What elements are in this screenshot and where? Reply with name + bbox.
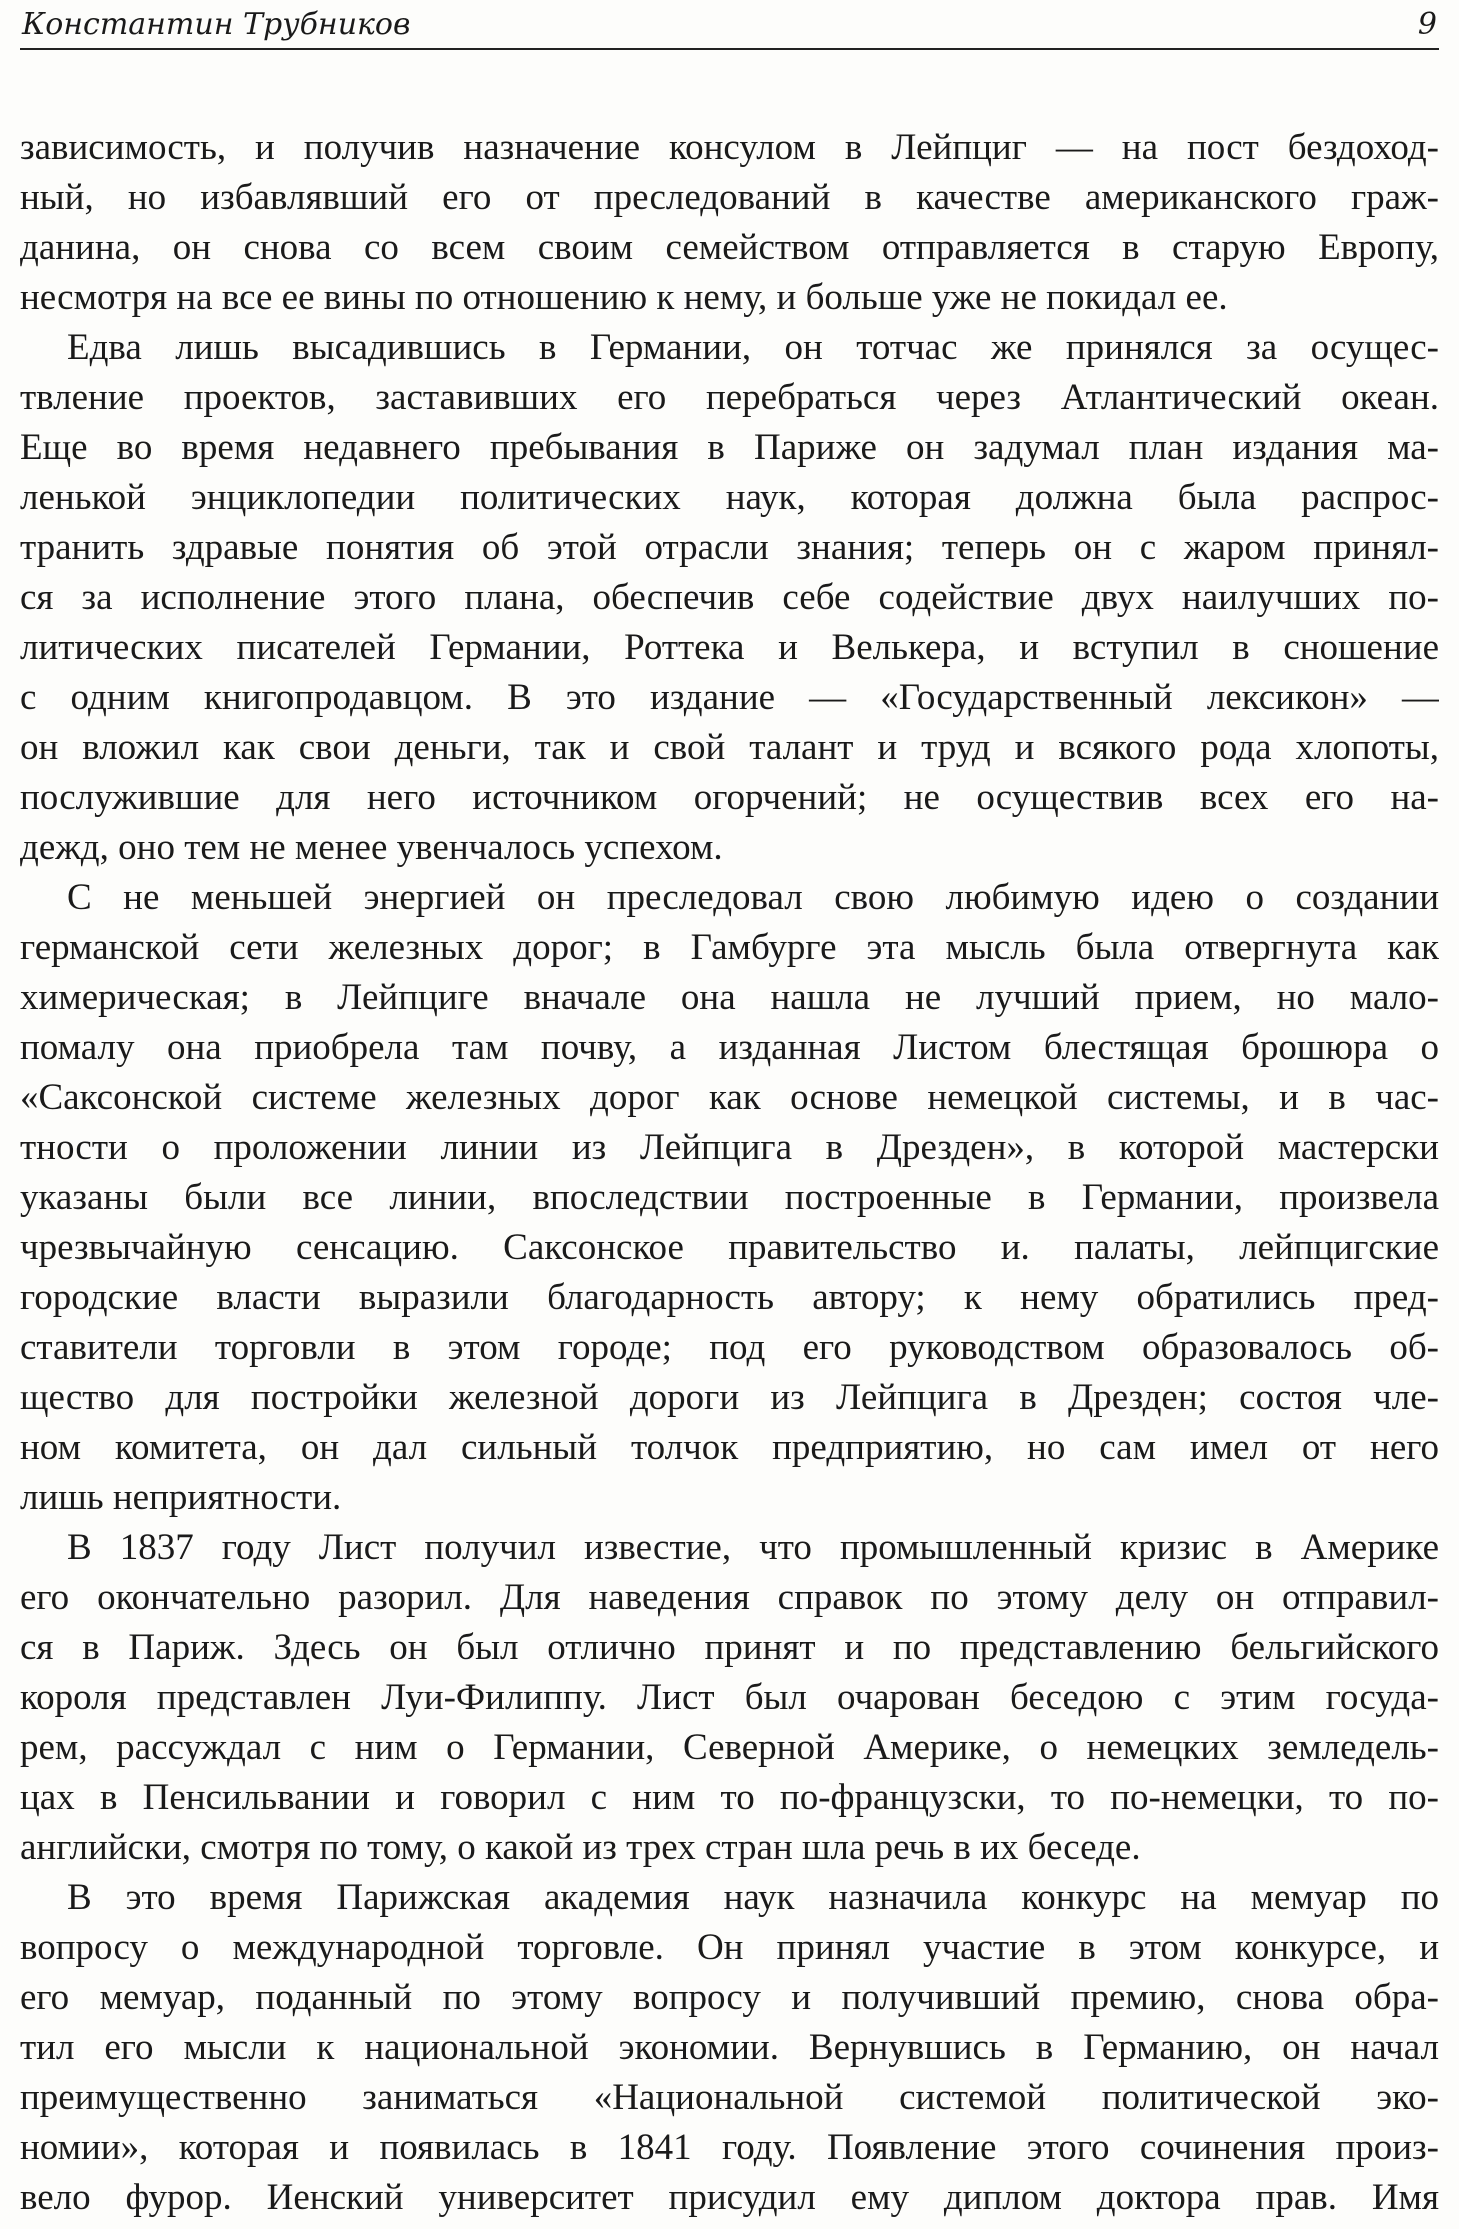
- text-line: С не меньшей энергией он преследовал свою любимую идею о создании: [67, 877, 1439, 918]
- text-line: его окончательно разорил. Для наведения справок по этому делу он отправил-: [20, 1577, 1439, 1618]
- text-line: литических писателей Германии, Роттека и Велькера, и вступил в сношение: [20, 627, 1439, 668]
- text-line: щество для постройки железной дороги из Лейпцига в Дрезден; состоя чле-: [20, 1377, 1439, 1418]
- running-head: [20, 6, 1439, 50]
- text-line: ся за исполнение этого плана, обеспечив себе содействие двух наилучших по-: [20, 577, 1439, 618]
- text-line: химерическая; в Лейпциге вначале она нашла не лучший прием, но мало-: [20, 977, 1439, 1018]
- page-number: 9: [1417, 7, 1437, 42]
- text-line: тности о проложении линии из Лейпцига в Дрезден», в которой мастерски: [20, 1127, 1439, 1168]
- text-line: чрезвычайную сенсацию. Саксонское правительство и. палаты, лейпцигские: [20, 1227, 1439, 1268]
- text-line: он вложил как свои деньги, так и свой талант и труд и всякого рода хлопоты,: [20, 727, 1439, 768]
- text-line: послужившие для него источником огорчений; не осуществив всех его на-: [20, 777, 1439, 818]
- text-line: ставители торговли в этом городе; под его руководством образовалось об-: [20, 1327, 1439, 1368]
- text-line: преимущественно заниматься «Национальной системой политической эко-: [20, 2077, 1439, 2118]
- paragraph: [20, 873, 1439, 1523]
- text-line: ленькой энциклопедии политических наук, которая должна была распрос-: [20, 477, 1439, 518]
- running-head-author: Константин Трубников: [22, 7, 411, 42]
- text-line: с одним книгопродавцом. В это издание — «Государственный лексикон» —: [20, 677, 1439, 718]
- text-line: короля представлен Луи-Филиппу. Лист был очарован беседою с этим госуда-: [20, 1677, 1439, 1718]
- text-line: цах в Пенсильвании и говорил с ним то по-французски, то по-немецки, то по-: [20, 1777, 1439, 1818]
- text-line: помалу она приобрела там почву, а изданная Листом блестящая брошюра о: [20, 1027, 1439, 1068]
- text-line: данина, он снова со всем своим семейством отправляется в старую Европу,: [20, 227, 1439, 268]
- text-line: городские власти выразили благодарность автору; к нему обратились пред-: [20, 1277, 1439, 1318]
- text-line: «Саксонской системе железных дорог как основе немецкой системы, и в час-: [20, 1077, 1439, 1118]
- text-line: лишь неприятности.: [20, 1477, 342, 1518]
- text-line: дежд, оно тем не менее увенчалось успехом.: [20, 827, 723, 868]
- text-line: Еще во время недавнего пребывания в Париже он задумал план издания ма-: [20, 427, 1439, 468]
- paragraph: [20, 1873, 1439, 2223]
- text-line: транить здравые понятия об этой отрасли знания; теперь он с жаром принял-: [20, 527, 1439, 568]
- text-line: Едва лишь высадившись в Германии, он тотчас же принялся за осущес-: [67, 327, 1439, 368]
- paragraph: [20, 123, 1439, 323]
- paragraph: [20, 323, 1439, 873]
- text-line: несмотря на все ее вины по отношению к нему, и больше уже не покидал ее.: [20, 277, 1228, 318]
- text-line: номии», которая и появилась в 1841 году. Появление этого сочинения произ-: [20, 2127, 1439, 2168]
- text-line: тил его мысли к национальной экономии. Вернувшись в Германию, он начал: [20, 2027, 1439, 2068]
- text-line: В это время Парижская академия наук назначила конкурс на мемуар по: [67, 1877, 1439, 1918]
- text-line: его мемуар, поданный по этому вопросу и получивший премию, снова обра-: [20, 1977, 1439, 2018]
- text-line: рем, рассуждал с ним о Германии, Северной Америке, о немецких земледель-: [20, 1727, 1439, 1768]
- body-text: [20, 123, 1439, 2223]
- text-line: английски, смотря по тому, о какой из трех стран шла речь в их беседе.: [20, 1827, 1141, 1868]
- text-line: В 1837 году Лист получил известие, что промышленный кризис в Америке: [67, 1527, 1439, 1568]
- text-line: твление проектов, заставивших его перебраться через Атлантический океан.: [20, 377, 1439, 418]
- text-line: ном комитета, он дал сильный толчок предприятию, но сам имел от него: [20, 1427, 1439, 1468]
- text-line: вопросу о международной торговле. Он принял участие в этом конкурсе, и: [20, 1927, 1439, 1968]
- text-line: указаны были все линии, впоследствии построенные в Германии, произвела: [20, 1177, 1439, 1218]
- text-line: зависимость, и получив назначение консулом в Лейпциг — на пост бездоход-: [20, 127, 1439, 168]
- paragraph: [20, 1523, 1439, 1873]
- text-line: ся в Париж. Здесь он был отлично принят и по представлению бельгийского: [20, 1627, 1439, 1668]
- text-line: ный, но избавлявший его от преследований в качестве американского граж-: [20, 177, 1439, 218]
- text-line: германской сети железных дорог; в Гамбурге эта мысль была отвергнута как: [20, 927, 1439, 968]
- text-line: вело фурор. Иенский университет присудил ему диплом доктора прав. Имя: [20, 2177, 1439, 2218]
